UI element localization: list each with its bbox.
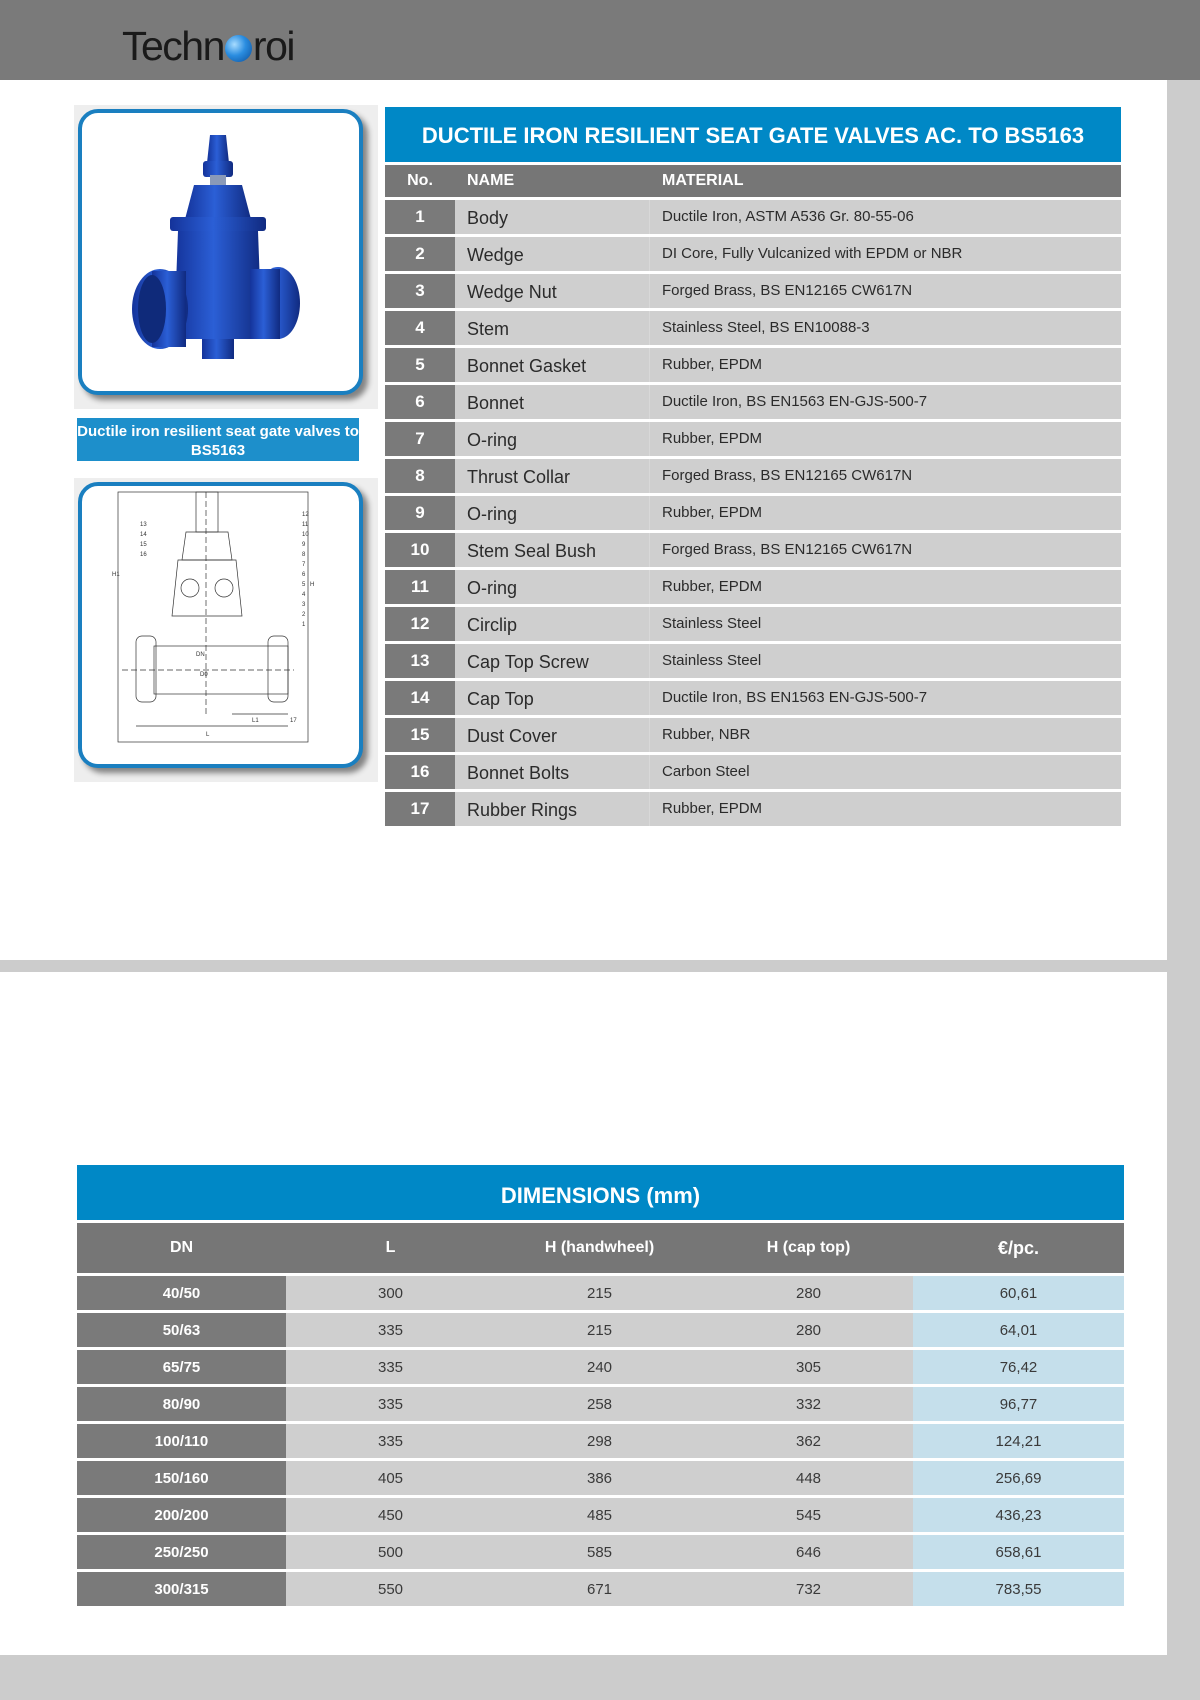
price-value: 658,61 (913, 1535, 1124, 1569)
gate-valve-illustration (82, 113, 359, 391)
table-row (385, 681, 1121, 715)
l-value: 300 (286, 1276, 495, 1310)
price-value: 783,55 (913, 1572, 1124, 1606)
h-handwheel-value: 671 (495, 1572, 704, 1606)
footer-band (0, 1655, 1200, 1700)
part-name: Bonnet Bolts (455, 755, 650, 789)
part-number: 5 (385, 348, 455, 382)
part-number: 16 (385, 755, 455, 789)
part-name: Thrust Collar (455, 459, 650, 493)
part-name: Bonnet Gasket (455, 348, 650, 382)
h-handwheel-value: 215 (495, 1313, 704, 1347)
table-row (77, 1498, 1124, 1532)
product-caption: Ductile iron resilient seat gate valves to BS5163 (77, 418, 359, 461)
table-row (77, 1276, 1124, 1310)
price-value: 256,69 (913, 1461, 1124, 1495)
h-handwheel-value: 240 (495, 1350, 704, 1384)
part-name: Wedge Nut (455, 274, 650, 308)
h-handwheel-value: 485 (495, 1498, 704, 1532)
drawing-callout: 4 (302, 592, 306, 598)
logo-prefix: Techn (122, 23, 224, 69)
part-material: Stainless Steel, BS EN10088-3 (650, 311, 1121, 345)
part-material: Stainless Steel (650, 644, 1121, 678)
l-value: 450 (286, 1498, 495, 1532)
header-l: L (385, 1239, 396, 1256)
table-row (77, 1572, 1124, 1606)
drawing-callout: 6 (302, 572, 306, 578)
h-cap-top-value: 732 (704, 1572, 913, 1606)
dn-value: 100/110 (77, 1424, 286, 1458)
h-handwheel-value: 258 (495, 1387, 704, 1421)
drawing-callout: 8 (302, 552, 306, 558)
drawing-callout: 16 (140, 552, 147, 558)
drawing-dim-label: H (310, 582, 315, 588)
table-row (385, 644, 1121, 678)
brand-logo (122, 23, 294, 69)
part-material: Rubber, EPDM (650, 496, 1121, 530)
part-material: Rubber, EPDM (650, 348, 1121, 382)
h-cap-top-value: 305 (704, 1350, 913, 1384)
price-value: 436,23 (913, 1498, 1124, 1532)
table-row (77, 1535, 1124, 1569)
parts-table (385, 107, 1121, 826)
part-name: Cap Top Screw (455, 644, 650, 678)
part-number: 14 (385, 681, 455, 715)
part-material: Ductile Iron, BS EN1563 EN-GJS-500-7 (650, 681, 1121, 715)
part-number: 9 (385, 496, 455, 530)
part-number: 1 (385, 200, 455, 234)
part-number: 7 (385, 422, 455, 456)
product-photo-frame (78, 109, 363, 395)
h-cap-top-value: 332 (704, 1387, 913, 1421)
drawing-callout: 2 (302, 612, 306, 618)
dn-value: 50/63 (77, 1313, 286, 1347)
drawing-callout: 3 (302, 602, 306, 608)
globe-icon (225, 35, 252, 62)
part-name: Cap Top (455, 681, 650, 715)
dn-value: 250/250 (77, 1535, 286, 1569)
dimensions-table (77, 1165, 1124, 1606)
h-cap-top-value: 280 (704, 1276, 913, 1310)
drawing-dim-label: 17 (290, 718, 297, 724)
price-value: 64,01 (913, 1313, 1124, 1347)
price-value: 96,77 (913, 1387, 1124, 1421)
part-number: 3 (385, 274, 455, 308)
table-row (77, 1387, 1124, 1421)
part-number: 17 (385, 792, 455, 826)
right-margin-strip (1167, 80, 1200, 1700)
table-row (385, 792, 1121, 826)
price-value: 76,42 (913, 1350, 1124, 1384)
part-number: 6 (385, 385, 455, 419)
l-value: 550 (286, 1572, 495, 1606)
part-number: 2 (385, 237, 455, 271)
l-value: 335 (286, 1387, 495, 1421)
drawing-callout: 14 (140, 532, 147, 538)
part-material: Stainless Steel (650, 607, 1121, 641)
part-number: 15 (385, 718, 455, 752)
drawing-callout: 12 (302, 512, 309, 518)
parts-table-body (385, 200, 1121, 826)
header-h-handwheel: H (handwheel) (544, 1239, 655, 1256)
part-name: Body (455, 200, 650, 234)
dn-value: 150/160 (77, 1461, 286, 1495)
drawing-dim-label: L (206, 732, 210, 738)
h-cap-top-value: 646 (704, 1535, 913, 1569)
l-value: 405 (286, 1461, 495, 1495)
l-value: 335 (286, 1350, 495, 1384)
part-number: 12 (385, 607, 455, 641)
part-material: Rubber, NBR (650, 718, 1121, 752)
part-number: 10 (385, 533, 455, 567)
part-material: Ductile Iron, BS EN1563 EN-GJS-500-7 (650, 385, 1121, 419)
header-price: €/pc. (997, 1238, 1040, 1258)
h-cap-top-value: 545 (704, 1498, 913, 1532)
l-value: 335 (286, 1424, 495, 1458)
part-number: 4 (385, 311, 455, 345)
product-photo-panel (74, 105, 378, 409)
part-number: 11 (385, 570, 455, 604)
part-material: Forged Brass, BS EN12165 CW617N (650, 533, 1121, 567)
header-no: No. (407, 172, 433, 189)
l-value: 500 (286, 1535, 495, 1569)
technical-drawing-frame (78, 482, 363, 768)
drawing-dim-label: L1 (252, 718, 259, 724)
part-number: 8 (385, 459, 455, 493)
part-material: Rubber, EPDM (650, 570, 1121, 604)
h-handwheel-value: 585 (495, 1535, 704, 1569)
part-material: Ductile Iron, ASTM A536 Gr. 80-55-06 (650, 200, 1121, 234)
part-material: Forged Brass, BS EN12165 CW617N (650, 459, 1121, 493)
h-handwheel-value: 386 (495, 1461, 704, 1495)
dn-value: 80/90 (77, 1387, 286, 1421)
table-row (385, 311, 1121, 345)
part-name: Circlip (455, 607, 650, 641)
table-row (385, 718, 1121, 752)
part-name: O-ring (455, 422, 650, 456)
drawing-callout: 10 (302, 532, 309, 538)
table-row (385, 422, 1121, 456)
table-row (385, 237, 1121, 271)
drawing-callout: 7 (302, 562, 306, 568)
drawing-callout: 15 (140, 542, 147, 548)
header-name: NAME (467, 172, 515, 189)
header-dn: DN (169, 1239, 194, 1256)
logo-suffix: roi (252, 23, 294, 69)
table-row (385, 385, 1121, 419)
table-row (77, 1424, 1124, 1458)
table-row (385, 200, 1121, 234)
part-name: Rubber Rings (455, 792, 650, 826)
h-handwheel-value: 215 (495, 1276, 704, 1310)
table-row (385, 533, 1121, 567)
drawing-callout: 9 (302, 542, 306, 548)
table-row (77, 1350, 1124, 1384)
price-value: 124,21 (913, 1424, 1124, 1458)
table-row (385, 459, 1121, 493)
drawing-callout: 11 (302, 522, 309, 528)
dn-value: 200/200 (77, 1498, 286, 1532)
dn-value: 65/75 (77, 1350, 286, 1384)
part-name: O-ring (455, 570, 650, 604)
drawing-callout: 1 (302, 622, 306, 628)
dimensions-table-body (77, 1276, 1124, 1606)
header-h-cap-top: H (cap top) (766, 1239, 851, 1256)
header-material: MATERIAL (662, 172, 744, 189)
table-row (385, 607, 1121, 641)
valve-cross-section-drawing (82, 486, 359, 764)
h-handwheel-value: 298 (495, 1424, 704, 1458)
price-value: 60,61 (913, 1276, 1124, 1310)
technical-drawing-panel (74, 478, 378, 782)
part-name: Wedge (455, 237, 650, 271)
l-value: 335 (286, 1313, 495, 1347)
part-name: Stem (455, 311, 650, 345)
drawing-callout: 5 (302, 582, 306, 588)
part-name: Stem Seal Bush (455, 533, 650, 567)
page-divider-band (0, 960, 1167, 972)
table-row (385, 274, 1121, 308)
dn-value: 300/315 (77, 1572, 286, 1606)
drawing-callout: 13 (140, 522, 147, 528)
table-row (77, 1313, 1124, 1347)
part-name: Dust Cover (455, 718, 650, 752)
h-cap-top-value: 362 (704, 1424, 913, 1458)
part-name: O-ring (455, 496, 650, 530)
table-row (385, 348, 1121, 382)
table-row (385, 755, 1121, 789)
table-row (385, 496, 1121, 530)
part-material: Forged Brass, BS EN12165 CW617N (650, 274, 1121, 308)
table-row (385, 570, 1121, 604)
drawing-dim-label: H1 (112, 572, 120, 578)
h-cap-top-value: 448 (704, 1461, 913, 1495)
part-name: Bonnet (455, 385, 650, 419)
drawing-dim-label: D0 (200, 672, 208, 678)
header-bar (0, 0, 1200, 80)
parts-table-title: DUCTILE IRON RESILIENT SEAT GATE VALVES AC. TO BS5163 (385, 107, 1121, 162)
part-material: DI Core, Fully Vulcanized with EPDM or NBR (650, 237, 1121, 271)
dimensions-table-title: DIMENSIONS (mm) (77, 1165, 1124, 1220)
part-material: Rubber, EPDM (650, 422, 1121, 456)
part-material: Rubber, EPDM (650, 792, 1121, 826)
dimensions-table-header (77, 1223, 1124, 1273)
drawing-dim-label: DN (196, 652, 205, 658)
part-number: 13 (385, 644, 455, 678)
parts-table-header (385, 165, 1121, 197)
table-row (77, 1461, 1124, 1495)
h-cap-top-value: 280 (704, 1313, 913, 1347)
dn-value: 40/50 (77, 1276, 286, 1310)
part-material: Carbon Steel (650, 755, 1121, 789)
